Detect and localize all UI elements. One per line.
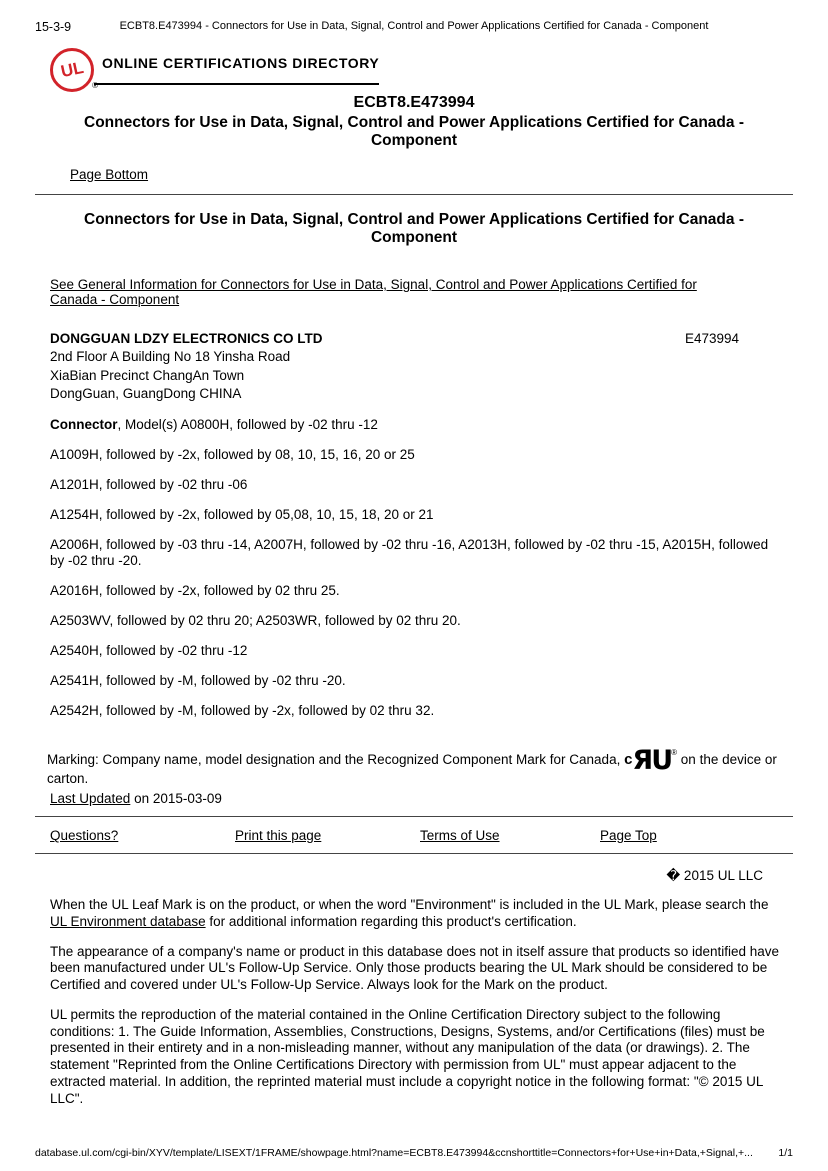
mark-registered-symbol: ®	[671, 747, 678, 757]
model-line: A2016H, followed by -2x, followed by 02 thru 25.	[50, 583, 340, 599]
certification-number: ECBT8.E473994	[353, 94, 475, 111]
address-line: 2nd Floor A Building No 18 Yinsha Road	[50, 349, 291, 365]
last-updated-date: on 2015-03-09	[130, 791, 222, 807]
divider	[35, 194, 793, 195]
divider	[35, 816, 793, 817]
general-information-link[interactable]: See General Information for Connectors for Use in Data, Signal, Control and Power Applications Certified for Canada - Component	[50, 277, 697, 308]
divider	[35, 853, 793, 854]
ul-environment-database-link[interactable]: UL Environment database	[50, 913, 206, 929]
questions-link[interactable]: Questions?	[50, 828, 119, 844]
model-line: A2006H, followed by -03 thru -14, A2007H, followed by -02 thru -16, A2013H, followed by -02 thru -15, A2015H, followed by -02 thru -20.	[50, 536, 769, 569]
ul-logo-icon	[50, 48, 98, 92]
cul-mark-c: c	[624, 750, 633, 768]
company-address	[50, 348, 828, 404]
product-category: Connector	[50, 417, 118, 433]
model-line: A2542H, followed by -M, followed by -2x, followed by 02 thru 32.	[50, 702, 435, 718]
last-updated-link[interactable]: Last Updated	[50, 791, 131, 807]
model-line: A1201H, followed by -02 thru -06	[50, 476, 248, 492]
print-header-title: ECBT8.E473994 - Connectors for Use in Data, Signal, Control and Power Applications Certified for Canada - Component	[119, 20, 709, 32]
terms-of-use-link[interactable]: Terms of Use	[420, 828, 500, 844]
model-line: A2541H, followed by -M, followed by -02 thru -20.	[50, 672, 346, 688]
model-line: A1254H, followed by -2x, followed by 05,08, 10, 15, 18, 20 or 21	[50, 506, 434, 522]
legal-text: When the UL Leaf Mark is on the product, or when the word "Environment" is included in the UL Mark, please search the	[50, 897, 769, 913]
file-number: E473994	[684, 331, 739, 347]
company-row	[50, 331, 739, 346]
section-title: Connectors for Use in Data, Signal, Control and Power Applications Certified for Canada - Component	[84, 210, 744, 246]
address-line: DongGuan, GuangDong CHINA	[50, 386, 242, 402]
print-date: 15-3-9	[35, 20, 72, 34]
print-header	[0, 0, 828, 36]
company-name: DONGGUAN LDZY ELECTRONICS CO LTD	[50, 331, 323, 347]
page-bottom-link[interactable]: Page Bottom	[70, 166, 149, 182]
print-footer	[35, 1147, 793, 1159]
marking-paragraph	[47, 744, 783, 788]
page-top-link[interactable]: Page Top	[600, 828, 657, 844]
ul-logo-text: UL	[58, 57, 85, 82]
source-url: database.ul.com/cgi-bin/XYV/template/LISEXT/1FRAME/showpage.html?name=ECBT8.E473994&ccnshorttitle=Connectors+for+Use+in+Data,+Signal,+...	[35, 1147, 753, 1159]
marking-text-after: on the device or carton.	[47, 751, 777, 786]
model-line: A2540H, followed by -02 thru -12	[50, 643, 248, 659]
copyright-line: � 2015 UL LLC	[666, 868, 763, 884]
directory-title: ONLINE CERTIFICATIONS DIRECTORY	[94, 55, 379, 85]
print-this-page-link[interactable]: Print this page	[235, 828, 322, 844]
ul-logo-registered-symbol: ®	[92, 81, 98, 90]
recognized-component-mark-icon: ЯU	[632, 744, 672, 776]
masthead	[50, 48, 380, 92]
model-line-lead	[50, 417, 783, 434]
model-line: A2503WV, followed by 02 thru 20; A2503WR, followed by 02 thru 20.	[50, 613, 461, 629]
certification-title: Connectors for Use in Data, Signal, Control and Power Applications Certified for Canada - Component	[84, 114, 744, 150]
model-lead-rest: , Model(s) A0800H, followed by -02 thru -12	[117, 417, 378, 433]
model-line: A1009H, followed by -2x, followed by 08, 10, 15, 16, 20 or 25	[50, 446, 415, 462]
leaf-mark-paragraph	[50, 897, 786, 930]
address-line: XiaBian Precinct ChangAn Town	[50, 367, 245, 383]
footer-links-row	[50, 828, 828, 843]
doc-heading	[0, 94, 828, 151]
page-indicator: 1/1	[778, 1147, 793, 1159]
appearance-disclaimer-paragraph: The appearance of a company's name or product in this database does not in itself assure that products so identified have been manufactured under UL's Follow-Up Service. Only those products bearing the UL Mark should be considered to be Certified and covered under UL's Follow-Up Service. Always look for the Mark on the product.	[50, 943, 780, 993]
last-updated-row	[50, 791, 828, 806]
legal-text: for additional information regarding this product's certification.	[205, 913, 577, 929]
reproduction-terms-paragraph: UL permits the reproduction of the material contained in the Online Certification Directory subject to the following conditions: 1. The Guide Information, Assemblies, Constructions, Designs, Systems, and/or Certifications (files) must be presented in their entirety and in a non-misleading manner, without any manipulation of the data (or drawings). 2. The statement "Reprinted from the Online Certifications Directory with permission from UL" must appear adjacent to the extracted material. In addition, the reprinted material must include a copyright notice in the following format: "© 2015 UL LLC".	[50, 1006, 765, 1106]
marking-text: Marking: Company name, model designation and the Recognized Component Mark for Canada,	[47, 751, 625, 767]
